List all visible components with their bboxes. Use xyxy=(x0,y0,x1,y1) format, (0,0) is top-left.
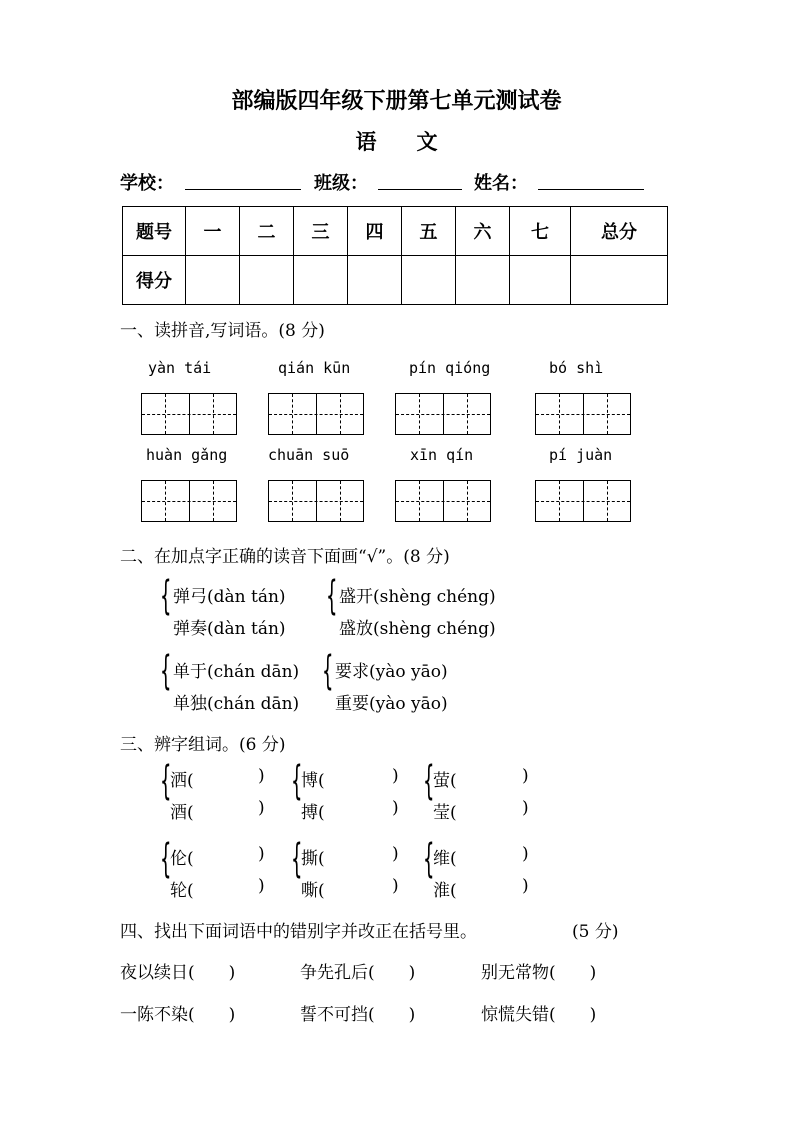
pinyin-label: bó shì xyxy=(549,359,604,377)
brace-icon: { xyxy=(291,758,303,804)
close-paren: ) xyxy=(522,798,529,818)
pinyin-label: yàn tái xyxy=(148,359,212,377)
char-word-item: 莹( xyxy=(433,803,457,823)
name-blank[interactable] xyxy=(538,171,644,190)
score-value-row xyxy=(123,256,668,305)
school-label: 学校： xyxy=(120,173,174,194)
brace-icon: { xyxy=(291,836,303,882)
close-paren: ) xyxy=(392,798,399,818)
score-header-row xyxy=(123,207,668,256)
writing-grid[interactable] xyxy=(535,393,631,435)
pronunciation-option[interactable]: 弹弓(dàn tán) xyxy=(173,587,286,607)
close-paren: ) xyxy=(258,876,265,896)
pronunciation-option[interactable]: 盛放(shèng chéng) xyxy=(339,619,496,639)
score-cell[interactable] xyxy=(294,256,348,305)
score-cell[interactable] xyxy=(456,256,510,305)
close-paren: ) xyxy=(258,844,265,864)
char-word-item: 萤( xyxy=(433,771,457,791)
close-paren: ) xyxy=(392,766,399,786)
score-header-cell: 五 xyxy=(402,207,456,256)
writing-grid[interactable] xyxy=(268,480,364,522)
score-header-cell: 一 xyxy=(186,207,240,256)
brace-icon: { xyxy=(322,648,334,694)
pronunciation-option[interactable]: 要求(yào yāo) xyxy=(335,662,448,682)
section2-heading: 二、在加点字正确的读音下面画“√”。(8 分) xyxy=(120,547,450,567)
correction-item[interactable]: 争先孔后( ) xyxy=(300,963,416,983)
score-header-cell: 题号 xyxy=(123,207,186,256)
brace-icon: { xyxy=(423,758,435,804)
page-title: 部编版四年级下册第七单元测试卷 xyxy=(231,88,562,114)
score-cell[interactable] xyxy=(240,256,294,305)
score-cell[interactable] xyxy=(186,256,240,305)
pinyin-label: qián kūn xyxy=(278,359,351,377)
pronunciation-option[interactable]: 单于(chán dān) xyxy=(173,662,300,682)
score-cell[interactable] xyxy=(571,256,668,305)
pinyin-label: pín qióng xyxy=(409,359,491,377)
close-paren: ) xyxy=(522,844,529,864)
char-word-item: 轮( xyxy=(170,881,194,901)
close-paren: ) xyxy=(392,876,399,896)
score-table xyxy=(122,206,668,305)
pronunciation-option[interactable]: 弹奏(dàn tán) xyxy=(173,619,286,639)
writing-grid[interactable] xyxy=(141,393,237,435)
char-word-item: 酒( xyxy=(170,803,194,823)
pronunciation-option[interactable]: 单独(chán dān) xyxy=(173,694,300,714)
pinyin-label: xīn qín xyxy=(410,446,474,464)
close-paren: ) xyxy=(258,766,265,786)
class-blank[interactable] xyxy=(378,171,462,190)
subject-title: 语文 xyxy=(355,129,478,154)
writing-grid[interactable] xyxy=(141,480,237,522)
score-cell[interactable] xyxy=(402,256,456,305)
close-paren: ) xyxy=(522,766,529,786)
writing-grid[interactable] xyxy=(535,480,631,522)
score-header-cell: 四 xyxy=(348,207,402,256)
brace-icon: { xyxy=(160,836,172,882)
score-cell[interactable] xyxy=(348,256,402,305)
brace-icon: { xyxy=(160,648,172,694)
score-cell[interactable] xyxy=(510,256,571,305)
close-paren: ) xyxy=(392,844,399,864)
pinyin-label: huàn gǎng xyxy=(146,446,228,464)
char-word-item: 嘶( xyxy=(301,881,325,901)
correction-item[interactable]: 一陈不染( ) xyxy=(120,1005,236,1025)
pronunciation-option[interactable]: 重要(yào yāo) xyxy=(335,694,448,714)
close-paren: ) xyxy=(522,876,529,896)
score-header-cell: 二 xyxy=(240,207,294,256)
class-label: 班级： xyxy=(314,173,368,194)
writing-grid[interactable] xyxy=(268,393,364,435)
char-word-item: 维( xyxy=(433,849,457,869)
correction-item[interactable]: 夜以续日( ) xyxy=(120,963,236,983)
char-word-item: 淮( xyxy=(433,881,457,901)
char-word-item: 博( xyxy=(301,771,325,791)
correction-item[interactable]: 惊慌失错( ) xyxy=(481,1005,597,1025)
section4-heading: 四、找出下面词语中的错别字并改正在括号里。 xyxy=(120,922,477,942)
pronunciation-option[interactable]: 盛开(shèng chéng) xyxy=(339,587,496,607)
char-word-item: 撕( xyxy=(301,849,325,869)
score-header-cell: 三 xyxy=(294,207,348,256)
name-label: 姓名： xyxy=(474,173,528,194)
brace-icon: { xyxy=(423,836,435,882)
close-paren: ) xyxy=(258,798,265,818)
school-blank[interactable] xyxy=(185,171,301,190)
correction-item[interactable]: 誓不可挡( ) xyxy=(300,1005,416,1025)
brace-icon: { xyxy=(160,758,172,804)
correction-item[interactable]: 别无常物( ) xyxy=(481,963,597,983)
writing-grid[interactable] xyxy=(395,480,491,522)
score-header-cell: 总分 xyxy=(571,207,668,256)
char-word-item: 伦( xyxy=(170,849,194,869)
char-word-item: 搏( xyxy=(301,803,325,823)
char-word-item: 洒( xyxy=(170,771,194,791)
brace-icon: { xyxy=(160,573,172,619)
section1-heading: 一、读拼音,写词语。(8 分) xyxy=(120,321,325,341)
score-row-label: 得分 xyxy=(123,256,186,305)
pinyin-label: chuān suō xyxy=(268,446,350,464)
pinyin-label: pí juàn xyxy=(549,446,613,464)
brace-icon: { xyxy=(326,573,338,619)
score-header-cell: 六 xyxy=(456,207,510,256)
writing-grid[interactable] xyxy=(395,393,491,435)
score-header-cell: 七 xyxy=(510,207,571,256)
section4-points: (5 分) xyxy=(572,922,619,942)
section3-heading: 三、辨字组词。(6 分) xyxy=(120,735,286,755)
